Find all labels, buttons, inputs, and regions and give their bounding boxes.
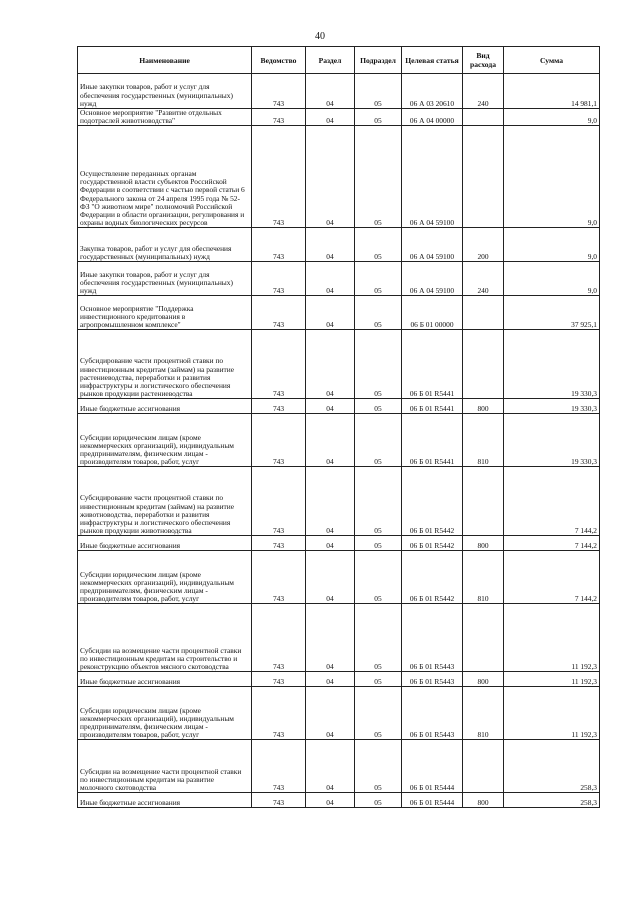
row-expense-type bbox=[463, 740, 504, 793]
row-name: Субсидии юридическим лицам (кроме некоммерческих организаций), индивидуальным предпринимателям, физическим лицам - производителям товаров, работ, услуг bbox=[78, 414, 252, 467]
header-target: Целевая статья bbox=[402, 47, 463, 74]
row-section: 04 bbox=[306, 740, 355, 793]
row-section: 04 bbox=[306, 228, 355, 262]
row-name: Субсидии на возмещение части процентной ставки по инвестиционным кредитам на строительство и реконструкцию объектов мясного скотоводства bbox=[78, 604, 252, 672]
row-amount: 258,3 bbox=[504, 740, 600, 793]
row-department: 743 bbox=[252, 551, 306, 604]
row-amount: 258,3 bbox=[504, 793, 600, 808]
row-subsection: 05 bbox=[355, 330, 402, 399]
header-section: Раздел bbox=[306, 47, 355, 74]
table-row bbox=[78, 687, 600, 740]
row-expense-type: 240 bbox=[463, 74, 504, 109]
table-row bbox=[78, 262, 600, 296]
row-subsection: 05 bbox=[355, 740, 402, 793]
table-row bbox=[78, 672, 600, 687]
table-row bbox=[78, 536, 600, 551]
row-amount: 11 192,3 bbox=[504, 604, 600, 672]
row-name: Закупка товаров, работ и услуг для обеспечения государственных (муниципальных) нужд bbox=[78, 228, 252, 262]
row-target: 06 А 04 59100 bbox=[402, 262, 463, 296]
row-target: 06 Б 01 R5443 bbox=[402, 672, 463, 687]
row-subsection: 05 bbox=[355, 551, 402, 604]
row-subsection: 05 bbox=[355, 296, 402, 330]
row-department: 743 bbox=[252, 228, 306, 262]
row-section: 04 bbox=[306, 399, 355, 414]
row-department: 743 bbox=[252, 399, 306, 414]
row-target: 06 Б 01 R5441 bbox=[402, 399, 463, 414]
row-department: 743 bbox=[252, 262, 306, 296]
row-name: Иные закупки товаров, работ и услуг для обеспечения государственных (муниципальных) нужд bbox=[78, 74, 252, 109]
row-expense-type bbox=[463, 296, 504, 330]
row-name: Иные закупки товаров, работ и услуг для обеспечения государственных (муниципальных) нужд bbox=[78, 262, 252, 296]
row-subsection: 05 bbox=[355, 536, 402, 551]
table-header-row bbox=[78, 47, 600, 74]
row-target: 06 Б 01 R5441 bbox=[402, 414, 463, 467]
row-subsection: 05 bbox=[355, 467, 402, 536]
row-target: 06 А 04 00000 bbox=[402, 109, 463, 126]
table-row bbox=[78, 330, 600, 399]
row-expense-type bbox=[463, 330, 504, 399]
row-amount: 7 144,2 bbox=[504, 467, 600, 536]
row-subsection: 05 bbox=[355, 687, 402, 740]
row-section: 04 bbox=[306, 793, 355, 808]
table-row bbox=[78, 296, 600, 330]
table-row bbox=[78, 126, 600, 228]
row-expense-type: 800 bbox=[463, 793, 504, 808]
row-amount: 19 330,3 bbox=[504, 414, 600, 467]
table-row bbox=[78, 399, 600, 414]
row-department: 743 bbox=[252, 536, 306, 551]
row-department: 743 bbox=[252, 740, 306, 793]
table-row bbox=[78, 793, 600, 808]
row-target: 06 Б 01 R5443 bbox=[402, 687, 463, 740]
row-expense-type: 800 bbox=[463, 672, 504, 687]
row-amount: 11 192,3 bbox=[504, 687, 600, 740]
row-department: 743 bbox=[252, 296, 306, 330]
row-amount: 9,0 bbox=[504, 262, 600, 296]
table-body bbox=[78, 74, 600, 808]
row-expense-type: 810 bbox=[463, 551, 504, 604]
row-department: 743 bbox=[252, 109, 306, 126]
row-name: Субсидирование части процентной ставки по инвестиционным кредитам (займам) на развитие животноводства, переработки и развития инфраструктуры и логистического обеспечения рынков продукции животноводства bbox=[78, 467, 252, 536]
row-department: 743 bbox=[252, 414, 306, 467]
row-name: Осуществление переданных органам государственной власти субъектов Российской Федерации в соответствии с частью первой статьи 6 Федерального закона от 24 апреля 1995 года № 52-ФЗ "О животном мире" полномочий Российской Федерации в области организации, регулирования и охраны водных биологических ресурсов bbox=[78, 126, 252, 228]
budget-table bbox=[77, 46, 600, 808]
row-amount: 37 925,1 bbox=[504, 296, 600, 330]
row-department: 743 bbox=[252, 687, 306, 740]
row-section: 04 bbox=[306, 414, 355, 467]
row-subsection: 05 bbox=[355, 604, 402, 672]
row-section: 04 bbox=[306, 262, 355, 296]
row-department: 743 bbox=[252, 672, 306, 687]
row-name: Иные бюджетные ассигнования bbox=[78, 672, 252, 687]
row-section: 04 bbox=[306, 109, 355, 126]
row-amount: 19 330,3 bbox=[504, 330, 600, 399]
row-section: 04 bbox=[306, 74, 355, 109]
row-amount: 7 144,2 bbox=[504, 551, 600, 604]
row-subsection: 05 bbox=[355, 228, 402, 262]
row-target: 06 Б 01 R5444 bbox=[402, 740, 463, 793]
row-section: 04 bbox=[306, 536, 355, 551]
row-amount: 9,0 bbox=[504, 109, 600, 126]
row-department: 743 bbox=[252, 604, 306, 672]
row-section: 04 bbox=[306, 672, 355, 687]
row-subsection: 05 bbox=[355, 399, 402, 414]
row-department: 743 bbox=[252, 793, 306, 808]
row-target: 06 Б 01 R5442 bbox=[402, 551, 463, 604]
row-target: 06 Б 01 R5442 bbox=[402, 536, 463, 551]
table-row bbox=[78, 467, 600, 536]
row-subsection: 05 bbox=[355, 262, 402, 296]
header-name: Наименование bbox=[78, 47, 252, 74]
row-amount: 19 330,3 bbox=[504, 399, 600, 414]
row-expense-type: 810 bbox=[463, 414, 504, 467]
row-target: 06 Б 01 00000 bbox=[402, 296, 463, 330]
row-expense-type: 800 bbox=[463, 399, 504, 414]
row-target: 06 А 04 59100 bbox=[402, 126, 463, 228]
row-section: 04 bbox=[306, 551, 355, 604]
row-subsection: 05 bbox=[355, 672, 402, 687]
row-subsection: 05 bbox=[355, 126, 402, 228]
page-number: 40 bbox=[315, 31, 325, 42]
row-amount: 11 192,3 bbox=[504, 672, 600, 687]
table-row bbox=[78, 74, 600, 109]
row-amount: 7 144,2 bbox=[504, 536, 600, 551]
row-section: 04 bbox=[306, 330, 355, 399]
row-expense-type bbox=[463, 109, 504, 126]
row-department: 743 bbox=[252, 74, 306, 109]
row-subsection: 05 bbox=[355, 74, 402, 109]
row-expense-type: 200 bbox=[463, 228, 504, 262]
row-expense-type: 240 bbox=[463, 262, 504, 296]
header-department: Ведомство bbox=[252, 47, 306, 74]
row-expense-type bbox=[463, 126, 504, 228]
row-name: Иные бюджетные ассигнования bbox=[78, 793, 252, 808]
row-name: Иные бюджетные ассигнования bbox=[78, 399, 252, 414]
header-subsection: Подраздел bbox=[355, 47, 402, 74]
row-target: 06 Б 01 R5444 bbox=[402, 793, 463, 808]
table-row bbox=[78, 414, 600, 467]
row-expense-type: 800 bbox=[463, 536, 504, 551]
header-expense-type: Вид расхода bbox=[463, 47, 504, 74]
row-target: 06 Б 01 R5442 bbox=[402, 467, 463, 536]
table-row bbox=[78, 740, 600, 793]
row-amount: 14 981,1 bbox=[504, 74, 600, 109]
row-name: Иные бюджетные ассигнования bbox=[78, 536, 252, 551]
row-name: Субсидирование части процентной ставки по инвестиционным кредитам (займам) на развитие растениеводства, переработки и развития инфраструктуры и логистического обеспечения рынков продукции растениеводства bbox=[78, 330, 252, 399]
row-section: 04 bbox=[306, 604, 355, 672]
row-target: 06 Б 01 R5443 bbox=[402, 604, 463, 672]
table-row bbox=[78, 109, 600, 126]
row-department: 743 bbox=[252, 330, 306, 399]
row-target: 06 Б 01 R5441 bbox=[402, 330, 463, 399]
row-subsection: 05 bbox=[355, 793, 402, 808]
header-amount: Сумма bbox=[504, 47, 600, 74]
row-target: 06 А 04 59100 bbox=[402, 228, 463, 262]
row-expense-type bbox=[463, 467, 504, 536]
row-expense-type bbox=[463, 604, 504, 672]
row-name: Основное мероприятие "Поддержка инвестиционного кредитования в агропромышленном комплексе" bbox=[78, 296, 252, 330]
row-name: Субсидии юридическим лицам (кроме некоммерческих организаций), индивидуальным предпринимателям, физическим лицам - производителям товаров, работ, услуг bbox=[78, 687, 252, 740]
row-department: 743 bbox=[252, 126, 306, 228]
row-expense-type: 810 bbox=[463, 687, 504, 740]
row-section: 04 bbox=[306, 296, 355, 330]
row-amount: 9,0 bbox=[504, 228, 600, 262]
row-subsection: 05 bbox=[355, 109, 402, 126]
row-target: 06 А 03 20610 bbox=[402, 74, 463, 109]
row-name: Основное мероприятие "Развитие отдельных подотраслей животноводства" bbox=[78, 109, 252, 126]
table-row bbox=[78, 228, 600, 262]
row-section: 04 bbox=[306, 687, 355, 740]
table-row bbox=[78, 604, 600, 672]
row-name: Субсидии юридическим лицам (кроме некоммерческих организаций), индивидуальным предпринимателям, физическим лицам - производителям товаров, работ, услуг bbox=[78, 551, 252, 604]
row-department: 743 bbox=[252, 467, 306, 536]
row-amount: 9,0 bbox=[504, 126, 600, 228]
row-name: Субсидии на возмещение части процентной ставки по инвестиционным кредитам на развитие молочного скотоводства bbox=[78, 740, 252, 793]
row-section: 04 bbox=[306, 126, 355, 228]
table-row bbox=[78, 551, 600, 604]
row-section: 04 bbox=[306, 467, 355, 536]
row-subsection: 05 bbox=[355, 414, 402, 467]
